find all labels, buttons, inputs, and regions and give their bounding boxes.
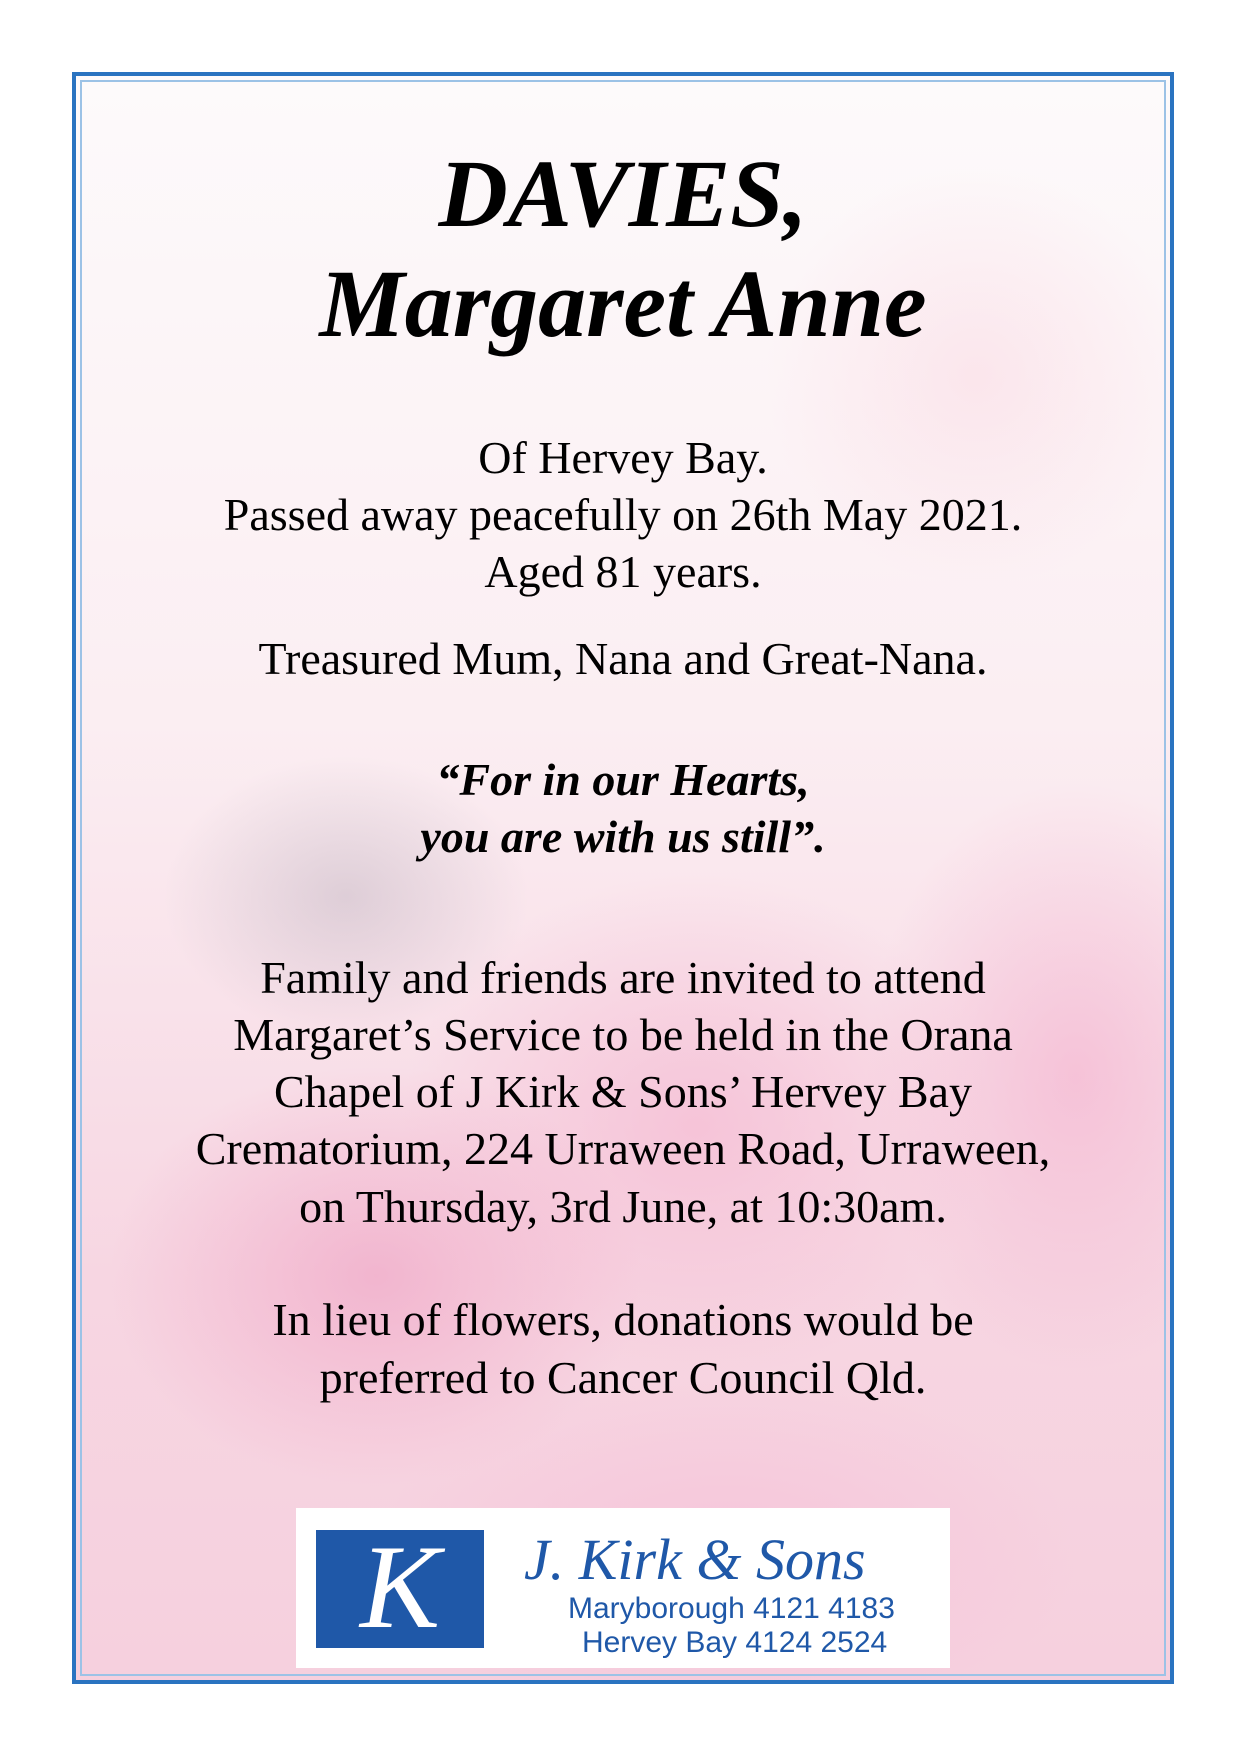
notice-frame xyxy=(72,72,1174,1684)
service-line: Crematorium, 224 Urraween Road, Urraween, xyxy=(195,1123,1051,1174)
phone-maryborough: Maryborough 4121 4183 xyxy=(568,1592,895,1625)
donations-line: In lieu of flowers, donations would be xyxy=(272,1294,974,1345)
brand-name: J. Kirk & Sons xyxy=(524,1527,866,1592)
monogram-scroll-icon xyxy=(316,1520,484,1653)
tribute: Treasured Mum, Nana and Great-Nana. xyxy=(258,633,988,684)
phone-hervey-bay: Hervey Bay 4124 2524 xyxy=(582,1626,888,1659)
service-line: Chapel of J Kirk & Sons’ Hervey Bay xyxy=(274,1066,972,1117)
detail-line: Of Hervey Bay. xyxy=(478,432,768,483)
monogram: K xyxy=(359,1520,441,1653)
detail-line: Aged 81 years. xyxy=(484,546,762,597)
service-line: Margaret’s Service to be held in the Orana xyxy=(233,1009,1013,1060)
quote-line: you are with us still”. xyxy=(420,811,826,862)
service-line: on Thursday, 3rd June, at 10:30am. xyxy=(299,1181,947,1232)
surname: DAVIES, xyxy=(438,140,808,247)
given-names: Margaret Anne xyxy=(319,250,927,357)
service-line: Family and friends are invited to attend xyxy=(260,952,986,1003)
funeral-director-logo xyxy=(296,1508,950,1668)
donations-line: preferred to Cancer Council Qld. xyxy=(319,1352,927,1403)
detail-line: Passed away peacefully on 26th May 2021. xyxy=(223,489,1023,540)
quote-line: “For in our Hearts, xyxy=(436,754,810,805)
